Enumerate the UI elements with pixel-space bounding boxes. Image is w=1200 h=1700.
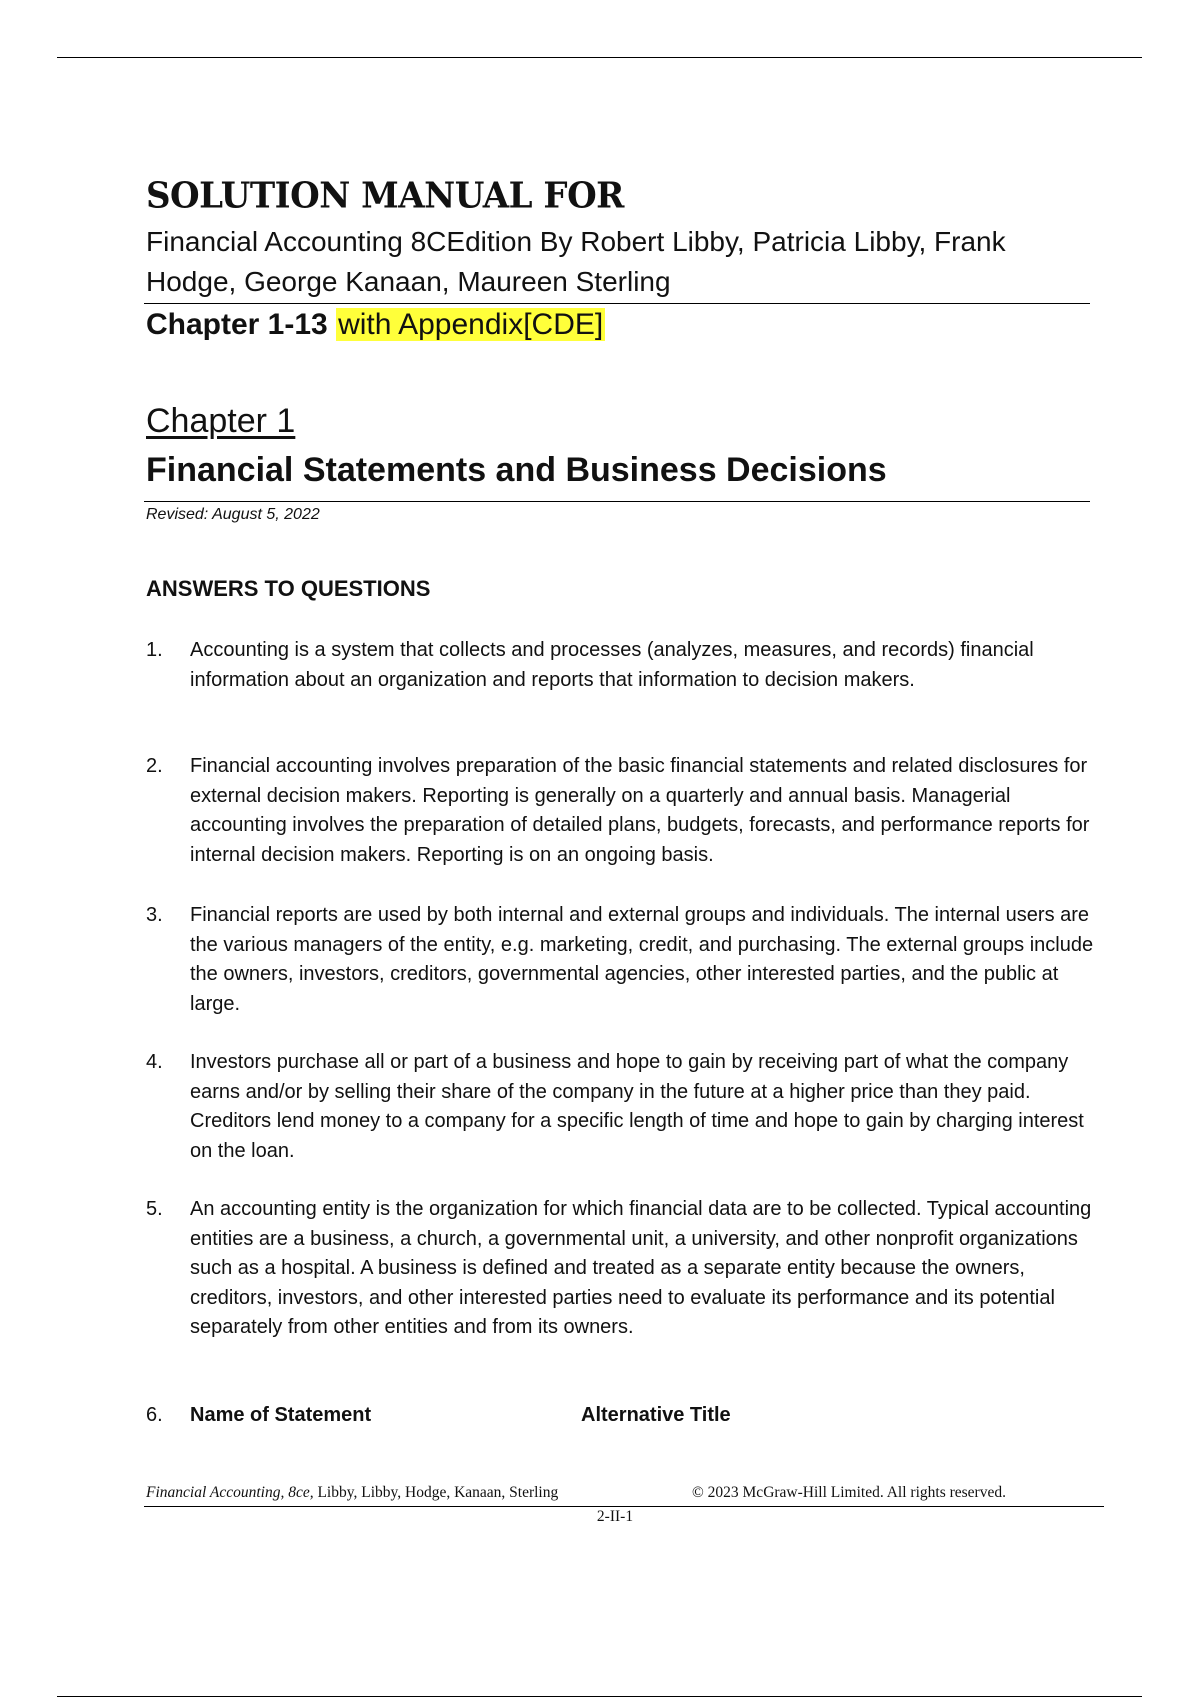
- list-item: [146, 901, 1096, 1019]
- item-number: 5.: [146, 1198, 163, 1220]
- book-title-authors: Financial Accounting 8CEdition By Robert Libby, Patricia Libby, Frank Hodge, George Kanaan, Maureen Sterling: [146, 226, 1006, 297]
- chapter-title: Financial Statements and Business Decisions: [146, 451, 887, 489]
- list-item: [146, 752, 1096, 870]
- answer-text: Financial accounting involves preparation of the basic financial statements and related disclosures for external decision makers. Reporting is generally on a quarterly and annual basis. Managerial accounting involves the preparation of detailed plans, budgets, forecasts, and performance reports for internal decision makers. Reporting is on an ongoing basis.: [190, 755, 1090, 866]
- section-heading: ANSWERS TO QUESTIONS: [146, 576, 431, 601]
- footer-book-title: Financial Accounting, 8ce,: [146, 1484, 314, 1501]
- chapter-number: Chapter 1: [146, 402, 296, 440]
- item-number: 1.: [146, 639, 163, 661]
- item-number: 2.: [146, 755, 163, 777]
- chapter-range-label: Chapter 1-13: [146, 308, 328, 341]
- bottom-border-rule: [57, 1696, 1142, 1697]
- chapter-range: [146, 308, 605, 342]
- list-item: [146, 636, 1096, 695]
- item-number: 3.: [146, 904, 163, 926]
- page-number: 2-II-1: [596, 1508, 634, 1525]
- footer-citation: [146, 1484, 558, 1502]
- footer-authors: Libby, Libby, Hodge, Kanaan, Sterling: [313, 1484, 559, 1501]
- column-header-alt-title: Alternative Title: [581, 1404, 731, 1426]
- footer-divider: [144, 1506, 1104, 1507]
- item-number: 4.: [146, 1051, 163, 1073]
- appendix-highlight: with Appendix[CDE]: [338, 308, 604, 341]
- list-item: [146, 1195, 1096, 1343]
- footer-copyright: © 2023 McGraw-Hill Limited. All rights reserved.: [692, 1484, 1006, 1501]
- answer-text: An accounting entity is the organization for which financial data are to be collected. Typical accounting entities are a business, a church, a governmental unit, a university, and other nonprofit organizations such as a hospital. A business is defined and treated as a separate entity because the owners, creditors, investors, and other interested parties need to evaluate its performance and its potential separately from other entities and from its owners.: [190, 1198, 1092, 1338]
- list-item: [146, 1048, 1096, 1166]
- chapter-divider: [144, 501, 1090, 502]
- item-number: 6.: [146, 1404, 163, 1426]
- answer-text: Accounting is a system that collects and processes (analyzes, measures, and records) financial information about an organization and reports that information to decision makers.: [190, 639, 1034, 691]
- answer-text: Financial reports are used by both internal and external groups and individuals. The internal users are the various managers of the entity, e.g. marketing, credit, and purchasing. The external groups include the owners, investors, creditors, governmental agencies, other interested parties, and the public at large.: [190, 904, 1094, 1015]
- header-divider: [144, 303, 1090, 304]
- answer-text: Investors purchase all or part of a business and hope to gain by receiving part of what the company earns and/or by selling their share of the company in the future at a higher price than they paid. Creditors lend money to a company for a specific length of time and hope to gain by charging interest on the loan.: [190, 1051, 1084, 1162]
- revised-date: Revised: August 5, 2022: [146, 506, 320, 523]
- column-header-statement: Name of Statement: [190, 1404, 372, 1426]
- solution-manual-title: SOLUTION MANUAL FOR: [146, 175, 624, 217]
- top-border-rule: [57, 57, 1142, 58]
